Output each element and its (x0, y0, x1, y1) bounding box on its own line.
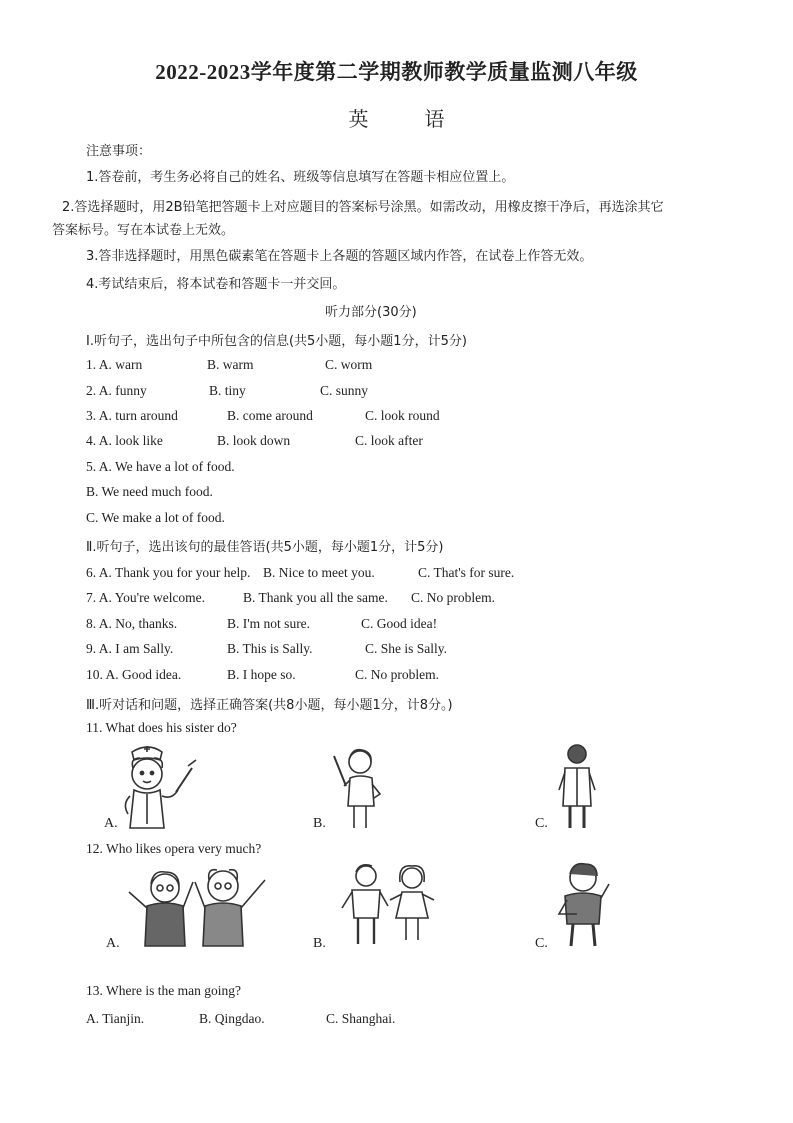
q11-question: 11. What does his sister do? (86, 720, 237, 735)
part1-heading: Ⅰ.听句子，选出句子中所包含的信息(共5小题，每小题1分，计5分) (86, 334, 467, 349)
q1-option-b: B. warm (207, 357, 254, 372)
q6-option-a: 6. A. Thank you for your help. (86, 565, 251, 580)
notice-item-4: 4.考试结束后，将本试卷和答题卡一并交回。 (86, 277, 346, 292)
q7-option-c: C. No problem. (411, 590, 495, 605)
q13-option-a: A. Tianjin. (86, 1011, 145, 1026)
q8-option-a: 8. A. No, thanks. (86, 616, 178, 631)
q2-option-b: B. tiny (209, 383, 246, 398)
q5-option-a: 5. A. We have a lot of food. (86, 459, 235, 474)
q9-option-b: B. This is Sally. (227, 641, 313, 656)
elderly-couple-picture (125, 862, 275, 950)
q12-label-a: A. (106, 936, 120, 951)
q7-option-b: B. Thank you all the same. (243, 590, 388, 605)
q3-option-c: C. look round (365, 408, 440, 423)
notice-item-1: 1.答卷前，考生务必将自己的姓名、班级等信息填写在答题卡相应位置上。 (86, 170, 515, 185)
q1-option-a: 1. A. warn (86, 357, 143, 372)
q2-option-a: 2. A. funny (86, 383, 147, 398)
q11-label-a: A. (104, 816, 118, 831)
q5-option-b: B. We need much food. (86, 484, 213, 499)
q8-option-c: C. Good idea! (361, 616, 438, 631)
q11-label-b: B. (313, 816, 326, 831)
q10-option-b: B. I hope so. (227, 667, 296, 682)
section-title: 听力部分(30分) (325, 305, 417, 320)
notice-item-2-cont: 答案标号。写在本试卷上无效。 (52, 223, 235, 238)
q4-option-a: 4. A. look like (86, 433, 163, 448)
doctor-picture (555, 740, 600, 835)
q11-label-c: C. (535, 816, 548, 831)
q3-option-a: 3. A. turn around (86, 408, 178, 423)
q10-option-c: C. No problem. (355, 667, 439, 682)
q12-label-c: C. (535, 936, 548, 951)
q12-label-b: B. (313, 936, 326, 951)
q6-option-b: B. Nice to meet you. (263, 565, 375, 580)
teacher-picture (330, 740, 390, 835)
man-singing-picture (555, 860, 615, 952)
q5-option-c: C. We make a lot of food. (86, 510, 225, 525)
q12-question: 12. Who likes opera very much? (86, 841, 262, 856)
young-couple-picture (330, 860, 448, 950)
q9-option-a: 9. A. I am Sally. (86, 641, 174, 656)
q13-question: 13. Where is the man going? (86, 983, 241, 998)
page-title: 2022-2023学年度第二学期教师教学质量监测八年级 (155, 60, 638, 84)
q13-option-c: C. Shanghai. (326, 1011, 396, 1026)
q1-option-c: C. worm (325, 357, 373, 372)
q4-option-b: B. look down (217, 433, 291, 448)
q2-option-c: C. sunny (320, 383, 369, 398)
q8-option-b: B. I'm not sure. (227, 616, 311, 631)
q10-option-a: 10. A. Good idea. (86, 667, 182, 682)
q3-option-b: B. come around (227, 408, 313, 423)
q9-option-c: C. She is Sally. (365, 641, 448, 656)
subject-heading: 英 语 (348, 109, 463, 131)
q4-option-c: C. look after (355, 433, 423, 448)
part3-heading: Ⅲ.听对话和问题，选择正确答案(共8小题，每小题1分，计8分。) (86, 698, 453, 713)
q6-option-c: C. That's for sure. (418, 565, 515, 580)
notice-item-3: 3.答非选择题时，用黑色碳素笔在答题卡上各题的答题区域内作答，在试卷上作答无效。 (86, 249, 593, 264)
notice-heading: 注意事项： (86, 144, 152, 159)
notice-item-2: 2.答选择题时，用2B铅笔把答题卡上对应题目的答案标号涂黑。如需改动，用橡皮擦干净后，再选涂其它 (62, 200, 664, 215)
q7-option-a: 7. A. You're welcome. (86, 590, 206, 605)
q13-option-b: B. Qingdao. (199, 1011, 265, 1026)
part2-heading: Ⅱ.听句子，选出该句的最佳答语(共5小题，每小题1分，计5分) (86, 540, 444, 555)
